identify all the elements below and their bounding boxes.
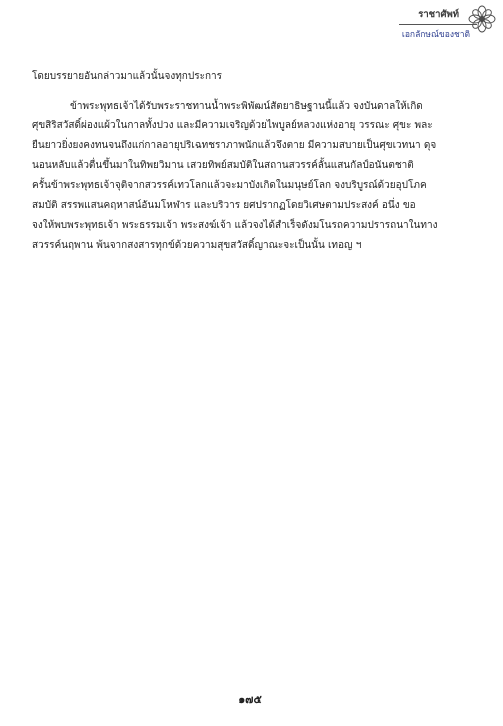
paragraph-line: นอนหลับแล้วตื่นขึ้นมาในทิพยวิมาน เสวยทิพย์สมบัติในสถานสวรรค์ลั้นแสนกัลป์อนันตชาติ bbox=[32, 160, 414, 171]
paragraph-line: สมบัติ สรรพแสนคฤหาสน์อันมโหฬาร และบริวาร ยศปรากฏโดยวิเศษตามประสงค์ อนึ่ง ขอ bbox=[32, 200, 416, 211]
paragraph-line: ศุขสิริสวัสดิ์ผ่องแผ้วในกาลทั้งปวง และมีความเจริญด้วยไพบูลย์หลวงแห่งอายุ วรรณะ ศุขะ พละ bbox=[32, 120, 433, 131]
paragraph-line: โดยบรรยายอันกล่าวมาแล้วนั้นจงทุกประการ bbox=[32, 71, 222, 82]
header-badge bbox=[393, 4, 501, 54]
header-subtitle: เอกลักษณ์ของชาติ bbox=[401, 30, 471, 40]
paragraph-line: ครั้นข้าพระพุทธเจ้าจุติจากสวรรค์เทวโลกแล้วจะมาบังเกิดในมนุษย์โลก จงบริบูรณ์ด้วยอุปโภค bbox=[32, 180, 427, 191]
paragraph-line: สวรรค์นฤพาน พ้นจากสงสารทุกข์ด้วยความสุขสวัสดิ์ญาณะจะเป็นนั้น เทอญ ฯ bbox=[32, 240, 362, 251]
header-divider bbox=[399, 24, 477, 25]
page-number: ๑๗๕ bbox=[238, 693, 262, 706]
paragraph-line: ข้าพระพุทธเจ้าได้รับพระราชทานน้ำพระพิพัฒน์สัตยาธิษฐานนี้แล้ว จงบันดาลให้เกิด bbox=[70, 101, 423, 112]
paragraph-line: ยืนยาวยิ่งยงคงทนจนถึงแก่กาลอายุปริเฉทชราภาพนักแล้วจึงตาย มีความสบายเป็นศุขเวทนา ดุจ bbox=[32, 140, 437, 151]
lotus-flower-icon bbox=[467, 4, 497, 34]
header-title: ราชาศัพท์ bbox=[418, 9, 459, 20]
paragraph-line: จงให้พบพระพุทธเจ้า พระธรรมเจ้า พระสงฆ์เจ้า แล้วจงได้สำเร็จดังมโนรถความปรารถนาในทาง bbox=[32, 220, 438, 231]
